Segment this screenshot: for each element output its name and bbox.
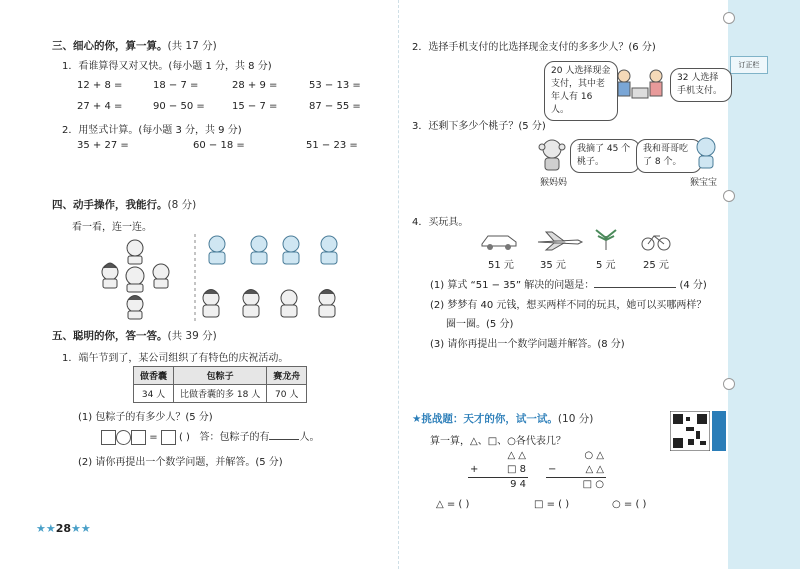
question-4: 4．买玩具。 bbox=[412, 217, 469, 228]
plant-toy-icon bbox=[596, 230, 616, 250]
blank-circle[interactable] bbox=[116, 430, 131, 445]
question-4-3: (3) 请你再提出一个数学问题并解答。(8 分) bbox=[430, 339, 625, 350]
bicycle-icon bbox=[642, 236, 670, 250]
answer-triangle: △ = ( ) bbox=[436, 499, 470, 510]
vertical-calc-item: 51 − 23 = bbox=[306, 140, 358, 151]
binding-hole bbox=[723, 378, 735, 390]
price: 25 元 bbox=[643, 260, 669, 271]
answer-square: □ = ( ) bbox=[534, 499, 570, 510]
question-3: 3．还剩下多少个桃子？(5 分) bbox=[412, 121, 546, 132]
calc-item: 18 − 7 = bbox=[153, 80, 199, 91]
price: 35 元 bbox=[540, 260, 566, 271]
qr-code-icon[interactable] bbox=[670, 411, 710, 451]
airplane-icon bbox=[538, 232, 582, 250]
question-5-1: 1．端午节到了，某公司组织了有特色的庆祝活动。 bbox=[62, 353, 289, 364]
table-header: 赛龙舟 bbox=[267, 367, 307, 385]
question-4-2: (2) 梦梦有 40 元钱，想买两样不同的玩具，她可以买哪两样？ bbox=[430, 300, 707, 311]
table-cell: 比做香囊的多 18 人 bbox=[174, 385, 267, 403]
calc-item: 90 − 50 = bbox=[153, 101, 205, 112]
calc-item: 53 − 13 = bbox=[309, 80, 361, 91]
question-3-2: 2．用竖式计算。(每小题 3 分，共 9 分) bbox=[62, 125, 242, 136]
puzzle-1-top: △ △ bbox=[507, 450, 526, 461]
calc-item: 28 + 9 = bbox=[232, 80, 278, 91]
toys-row bbox=[480, 228, 710, 252]
label-baby-monkey: 猴宝宝 bbox=[690, 178, 718, 188]
challenge-text: 算一算，△、□、○各代表几？ bbox=[430, 436, 566, 447]
side-tab: 订正栏 bbox=[730, 56, 768, 74]
speech-bubble-ate: 我和哥哥吃了 8 个。 bbox=[636, 139, 702, 173]
section-4-title: 四、动手操作，我能行。(8 分) bbox=[52, 199, 197, 211]
challenge-title: ★挑战题：天才的你，试一试。(10 分) bbox=[412, 413, 594, 425]
answer-blank[interactable] bbox=[594, 287, 676, 288]
speech-bubble-phone: 32 人选择手机支付。 bbox=[670, 68, 732, 102]
matching-figures bbox=[95, 232, 375, 324]
answer-circle: ○ = ( ) bbox=[612, 499, 647, 510]
monkey-icon bbox=[536, 138, 568, 172]
table-cell: 34 人 bbox=[134, 385, 174, 403]
speech-bubble-peaches: 我摘了 45 个桃子。 bbox=[570, 139, 640, 173]
speech-bubble-cash: 20 人选择现金支付，其中老年人有 16 人。 bbox=[544, 61, 618, 121]
puzzle-1-line bbox=[468, 477, 528, 478]
festival-table bbox=[133, 366, 307, 403]
qr-side-tag bbox=[712, 411, 726, 451]
puzzle-2-op: − bbox=[548, 464, 557, 475]
shoppers-illustration bbox=[612, 68, 668, 106]
puzzle-2-top: ○ △ bbox=[584, 450, 604, 461]
binding-hole bbox=[723, 190, 735, 202]
vertical-calc-item: 35 + 27 = bbox=[77, 140, 129, 151]
calc-item: 12 + 8 = bbox=[77, 80, 123, 91]
question-3-1: 1．看谁算得又对又快。(每小题 1 分，共 8 分) bbox=[62, 61, 272, 72]
view-row-top bbox=[209, 236, 337, 264]
cartoon-person-icon bbox=[693, 136, 719, 170]
page-number: ★★28★★ bbox=[36, 522, 91, 535]
puzzle-1-op: + bbox=[470, 464, 479, 475]
blank-box[interactable] bbox=[161, 430, 176, 445]
calc-item: 15 − 7 = bbox=[232, 101, 278, 112]
table-header: 包粽子 bbox=[174, 367, 267, 385]
price: 5 元 bbox=[596, 260, 616, 271]
table-header: 做香囊 bbox=[134, 367, 174, 385]
calc-item: 27 + 4 = bbox=[77, 101, 123, 112]
section-3-title: 三、细心的你，算一算。(共 17 分) bbox=[52, 40, 217, 52]
puzzle-2-bottom: □ ○ bbox=[582, 479, 604, 490]
central-figure-views bbox=[102, 240, 169, 319]
puzzle-2-line bbox=[546, 477, 606, 478]
question-4-1: (1) 算式 “51 − 35” 解决的问题是： (4 分) bbox=[430, 280, 707, 291]
table-cell: 70 人 bbox=[267, 385, 307, 403]
puzzle-1-mid: □ 8 bbox=[507, 464, 526, 475]
binding-hole bbox=[723, 12, 735, 24]
section-5-title: 五、聪明的你，答一答。(共 39 分) bbox=[52, 330, 217, 342]
car-icon bbox=[482, 236, 516, 250]
answer-boxes: = ( ) 答：包粽子的有 人。 bbox=[101, 428, 319, 445]
page-fold-line bbox=[398, 0, 399, 569]
correction-strip bbox=[728, 0, 800, 569]
price: 51 元 bbox=[488, 260, 514, 271]
blank-box[interactable] bbox=[131, 430, 146, 445]
view-row-bottom bbox=[203, 290, 335, 318]
question-5-1-2: (2) 请你再提出一个数学问题，并解答。(5 分) bbox=[78, 457, 283, 468]
vertical-calc-item: 60 − 18 = bbox=[193, 140, 245, 151]
blank-box[interactable] bbox=[101, 430, 116, 445]
section-4-instruction: 看一看，连一连。 bbox=[72, 222, 152, 233]
puzzle-2-mid: △ △ bbox=[585, 464, 604, 475]
calc-item: 87 − 55 = bbox=[309, 101, 361, 112]
question-5-1-1: (1) 包粽子的有多少人？(5 分) bbox=[78, 412, 213, 423]
answer-blank[interactable] bbox=[269, 439, 299, 440]
puzzle-1-bottom: 9 4 bbox=[510, 479, 526, 490]
question-2: 2．选择手机支付的比选择现金支付的多多少人？(6 分) bbox=[412, 42, 656, 53]
label-monkey-mom: 猴妈妈 bbox=[540, 178, 568, 188]
question-4-2-line2: 圈一圈。(5 分) bbox=[446, 319, 514, 330]
